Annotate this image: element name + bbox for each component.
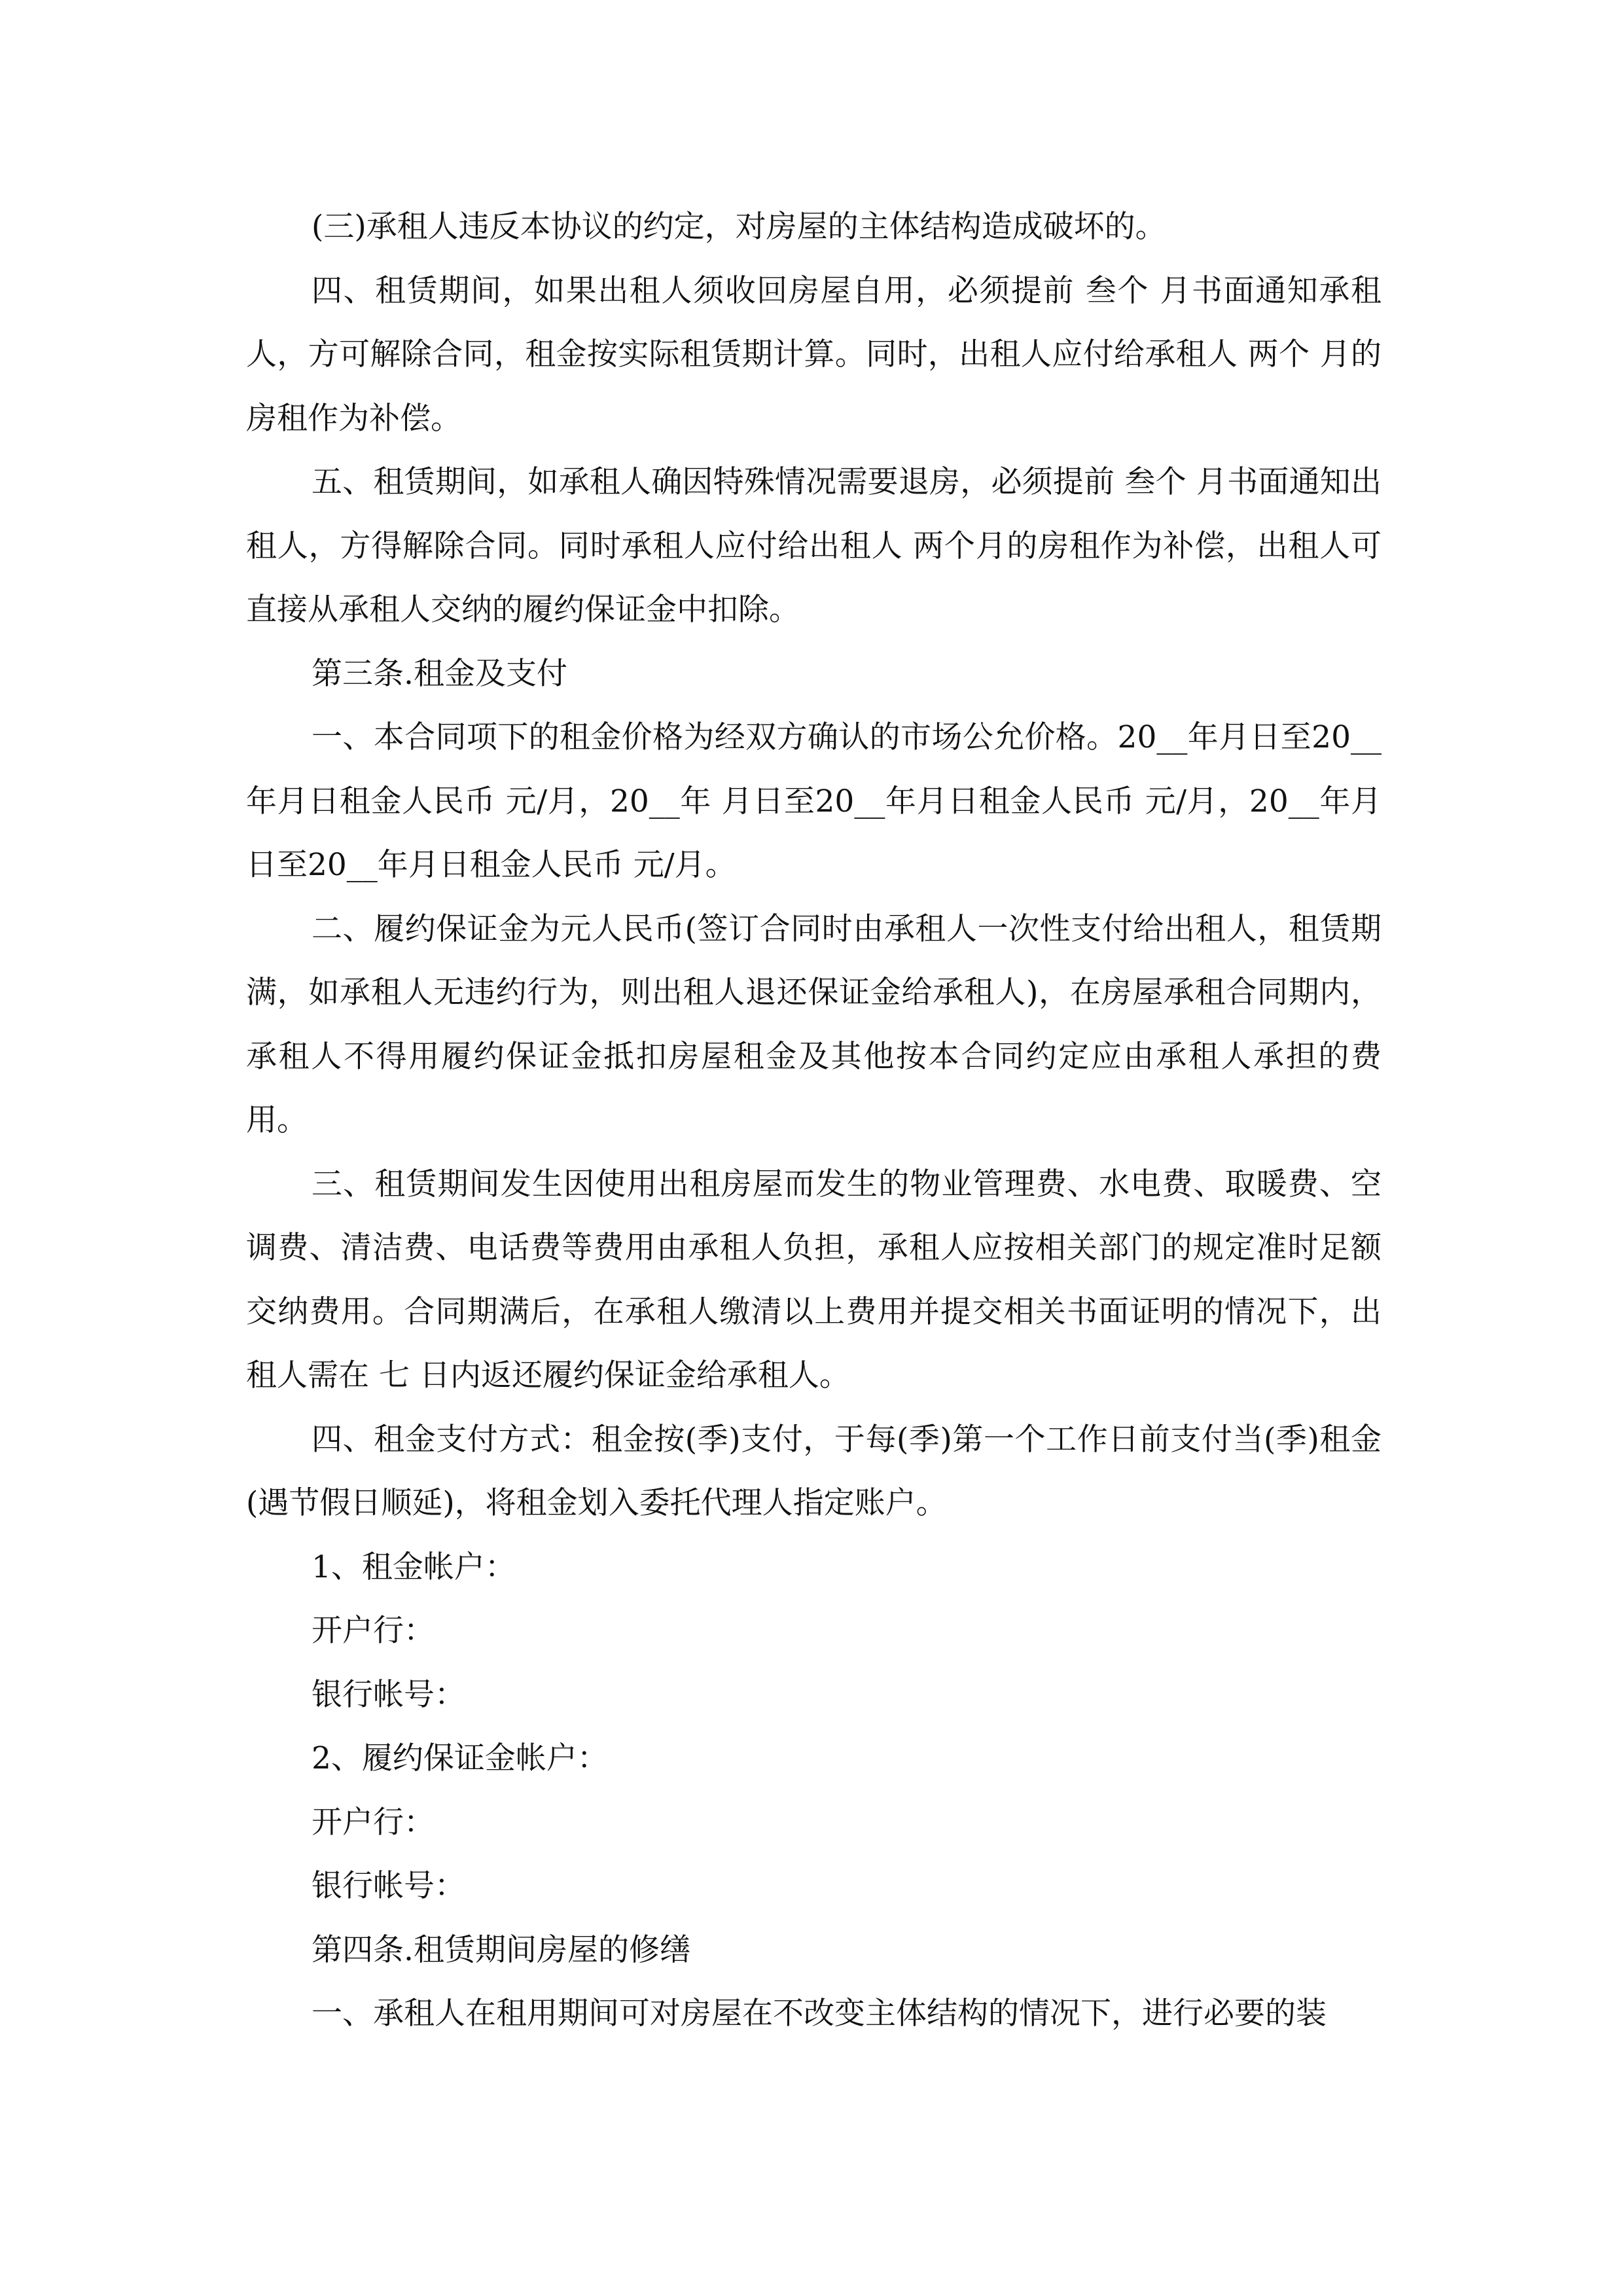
field-account-number-1: 银行帐号： bbox=[312, 1676, 465, 1713]
field-account-number-2: 银行帐号： bbox=[312, 1868, 465, 1904]
paragraph-deposit: 二、履约保证金为元人民币(签订合同时由承租人一次性支付给出租人，租赁期满，如承租人无违约行为，则出租人退还保证金给承租人)，在房屋承租合同期内，承租人不得用履约保证金抵扣房屋租金及其他按本合同约定应由承租人承担的费用。 bbox=[246, 910, 1382, 1138]
list-item-deposit-account: 2、履约保证金帐户： bbox=[312, 1740, 608, 1776]
paragraph-fees: 三、租赁期间发生因使用出租房屋而发生的物业管理费、水电费、取暖费、空调费、清洁费、电话费等费用由承租人负担，承租人应按相关部门的规定准时足额交纳费用。合同期满后，在承租人缴清以上费用并提交相关书面证明的情况下，出租人需在 七 日内返还履约保证金给承租人。 bbox=[246, 1166, 1382, 1393]
list-item-rent-account: 1、租金帐户： bbox=[312, 1549, 516, 1585]
paragraph-repairs-1: 一、承租人在租用期间可对房屋在不改变主体结构的情况下，进行必要的装 bbox=[312, 1996, 1327, 2032]
section-heading-repairs: 第四条.租赁期间房屋的修缮 bbox=[312, 1931, 690, 1968]
paragraph-rent-price: 一、本合同项下的租金价格为经双方确认的市场公允价格。20__年月日至20__年月日租金人民币 元/月，20__年 月日至20__年月日租金人民币 元/月，20__年月日至20__年月日租金人民币 元/月。 bbox=[246, 719, 1382, 883]
field-bank-name-1: 开户行： bbox=[312, 1613, 435, 1649]
paragraph-landlord-reclaim: 四、租赁期间，如果出租人须收回房屋自用，必须提前 叁个 月书面通知承租人，方可解除合同，租金按实际租赁期计算。同时，出租人应付给承租人 两个 月的房租作为补偿。 bbox=[246, 272, 1382, 437]
paragraph-clause-3-item: (三)承租人违反本协议的约定，对房屋的主体结构造成破坏的。 bbox=[312, 209, 1166, 245]
document-body bbox=[246, 195, 1382, 2046]
paragraph-payment-method: 四、租金支付方式：租金按(季)支付，于每(季)第一个工作日前支付当(季)租金(遇节假日顺延)，将租金划入委托代理人指定账户。 bbox=[246, 1421, 1382, 1521]
field-bank-name-2: 开户行： bbox=[312, 1804, 435, 1840]
section-heading-rent-payment: 第三条.租金及支付 bbox=[312, 655, 567, 692]
paragraph-tenant-early-exit: 五、租赁期间，如承租人确因特殊情况需要退房，必须提前 叁个 月书面通知出租人，方得解除合同。同时承租人应付给出租人 两个月的房租作为补偿，出租人可直接从承租人交纳的履约保证金中扣除。 bbox=[246, 464, 1382, 628]
